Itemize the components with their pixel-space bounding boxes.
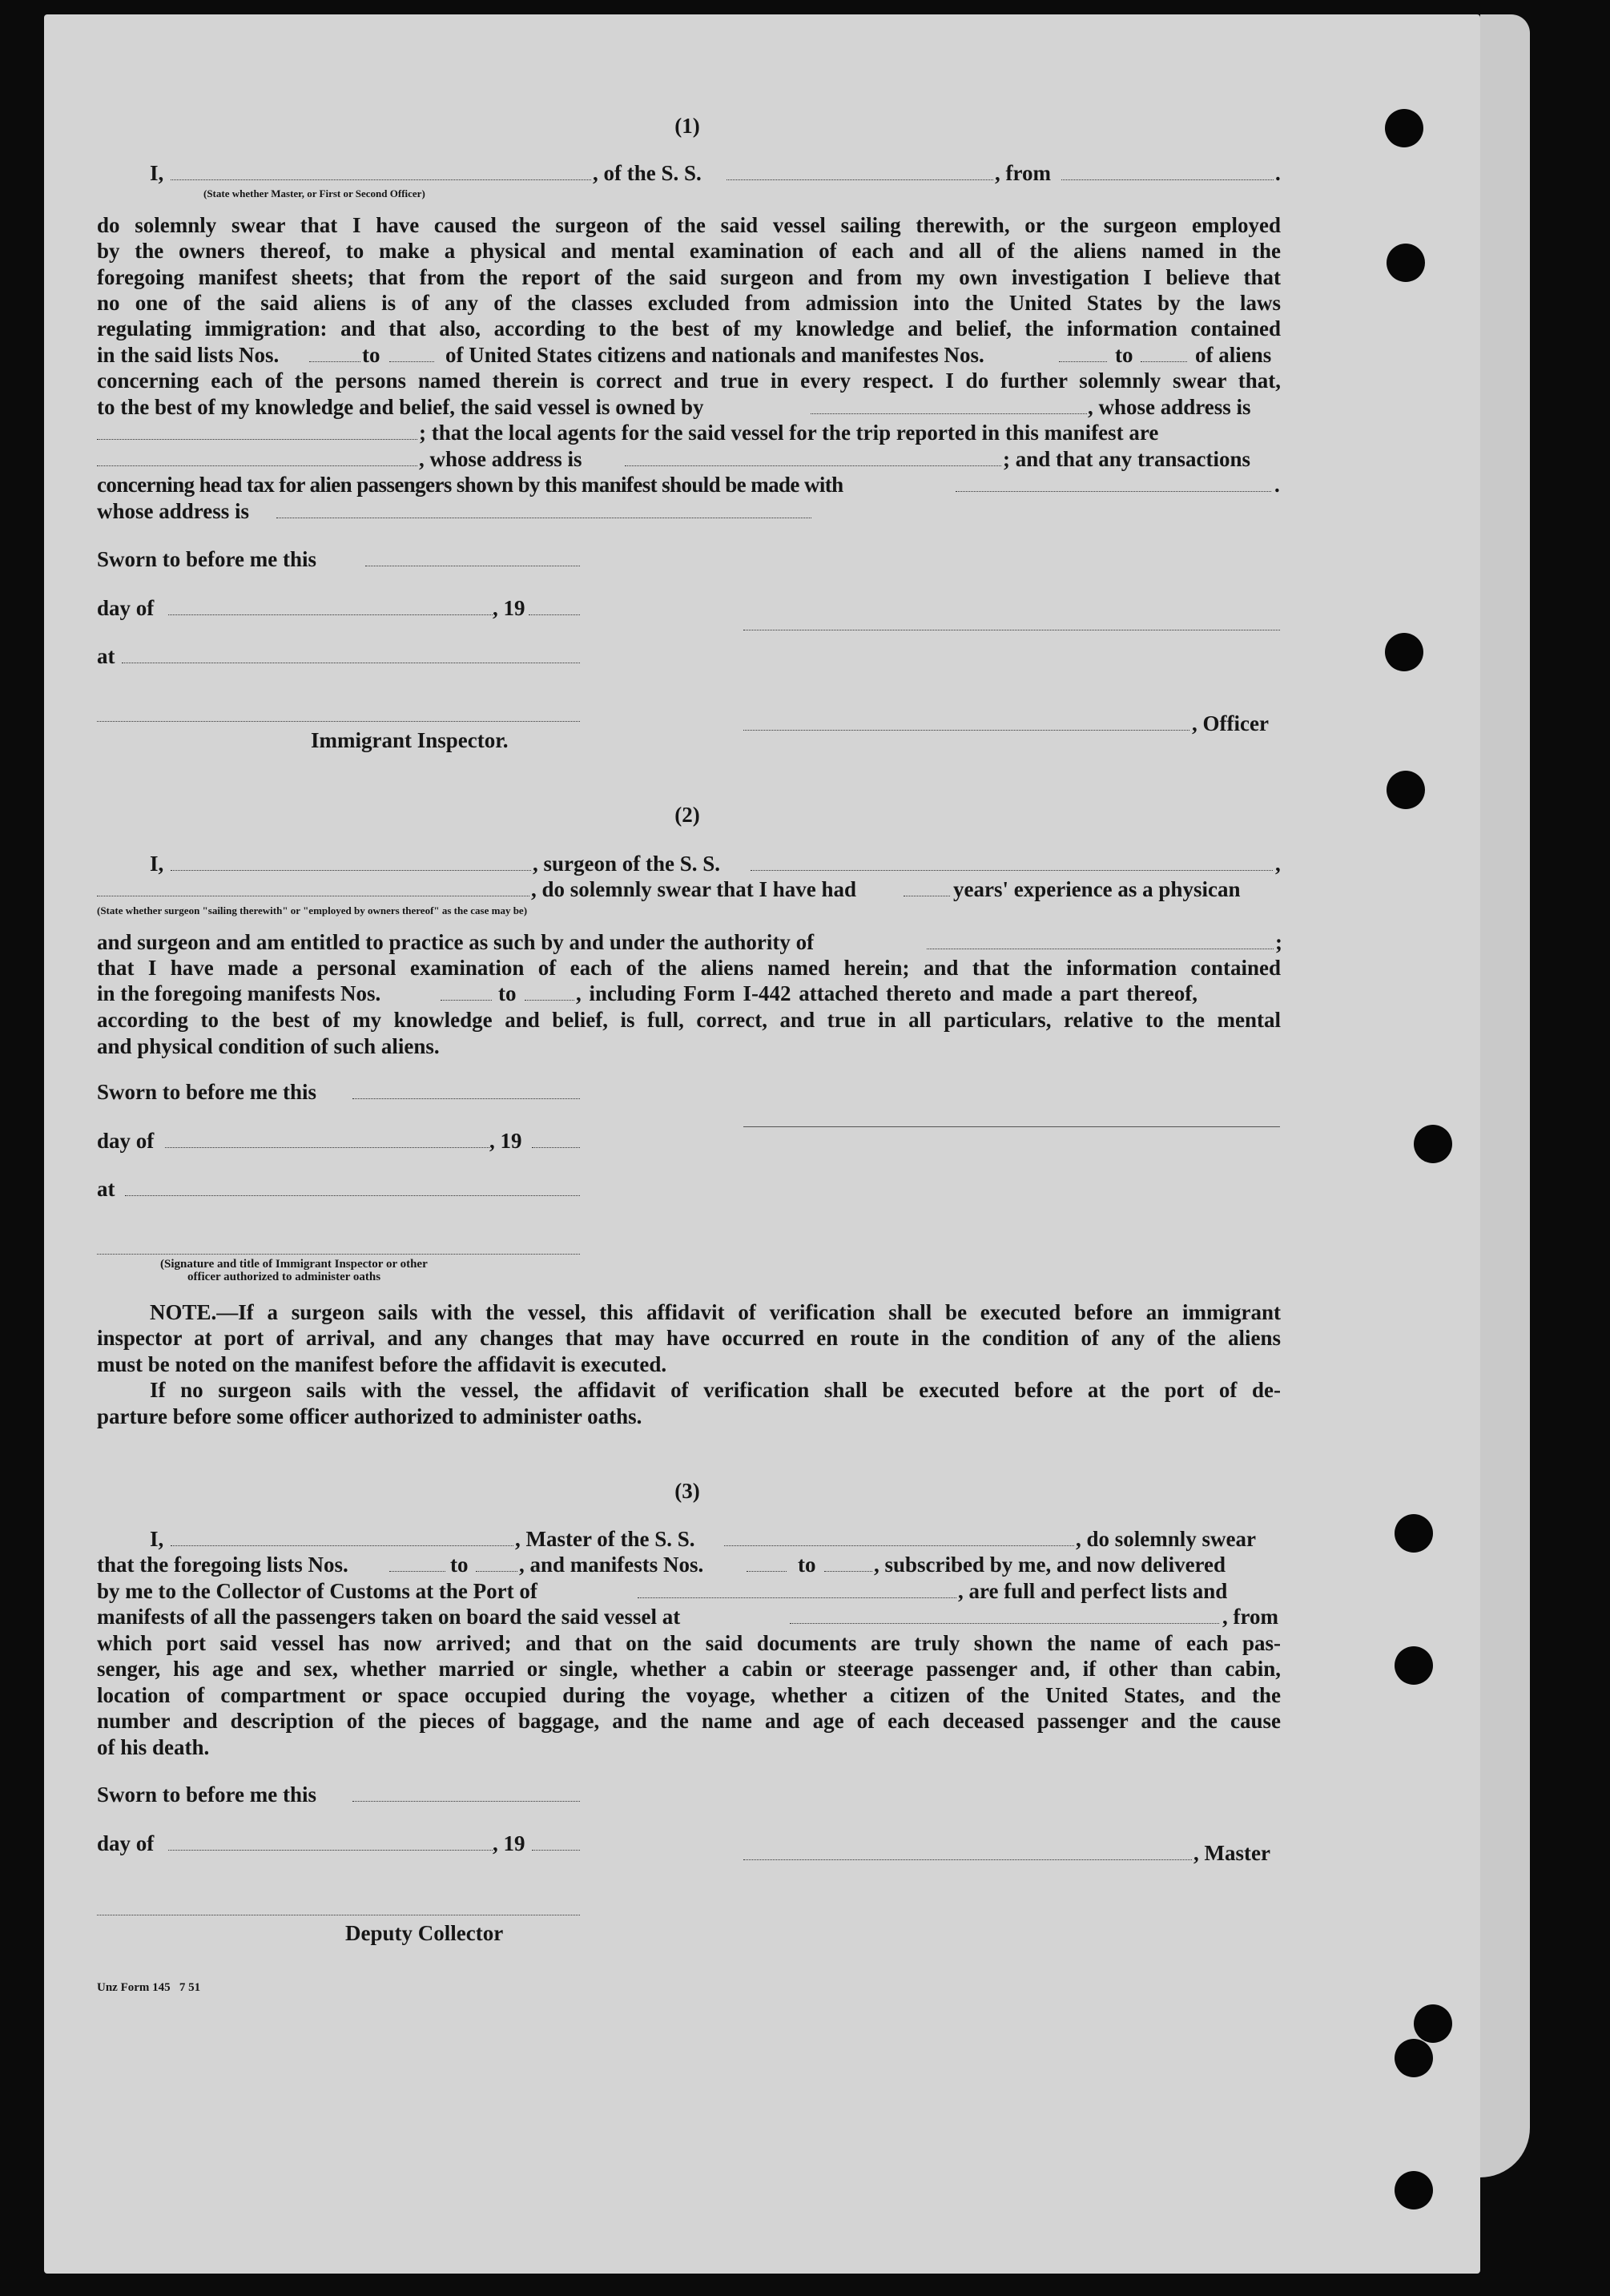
text: , surgeon of the S. S. [533,852,721,876]
master-name-field[interactable] [171,1545,513,1546]
text: that the foregoing lists Nos. [97,1553,348,1577]
surgeon-name-field[interactable] [171,870,531,871]
text: ; [1275,930,1282,954]
text: , of the S. S. [593,161,702,185]
inspector-label: Immigrant Inspector. [311,728,509,752]
text: whose address is [97,499,250,523]
lists-to-field[interactable] [389,361,434,362]
master-manifests-from-field[interactable] [747,1571,787,1572]
text: concerning head tax for alien passengers shown by this manifest should be made with [97,473,843,497]
text: of United States citizens and nationals and manifestes Nos. [445,343,984,367]
text: , Master of the S. S. [515,1527,695,1551]
surgeon-signature-line[interactable] [743,1126,1280,1127]
day-of-label: day of [97,596,155,620]
note-line: must be noted on the manifest before the affidavit is executed. [97,1352,667,1376]
body-line: that I have made a personal examination of each of the aliens named herein; and that the information contained [97,956,1281,980]
officer-name-field[interactable] [171,179,591,180]
year-label: , 19 [493,1831,525,1855]
text: ; that the local agents for the said vessel for the trip reported in this manifest are [419,421,1159,445]
text: , do solemnly swear that I have had [531,877,857,901]
officer-signature-line[interactable] [743,730,1189,731]
text: , subscribed by me, and now delivered [874,1553,1226,1577]
vessel-name-field[interactable] [727,179,993,180]
master-manifests-to-field[interactable] [824,1571,872,1572]
text: , and manifests Nos. [519,1553,704,1577]
master-label: , Master [1193,1841,1270,1865]
body-line: do solemnly swear that I have caused the surgeon of the said vessel sailing therewith, or the surgeon employed [97,213,1281,237]
sworn-day-field-2[interactable] [352,1098,580,1099]
text: years' experience as a physican [953,877,1241,901]
sworn-day-field-3[interactable] [352,1801,580,1802]
section-number-1: (1) [674,114,700,138]
body-line: by the owners thereof, to make a physical and mental examination of each and all of the aliens named in the [97,239,1281,263]
text: I, [150,852,164,876]
text: , from [1222,1605,1278,1629]
owner-address-field[interactable] [97,439,417,440]
text: to [1115,343,1133,367]
text: , from [995,161,1051,185]
body-line: regulating immigration: and that also, according to the best of my knowledge and belief, the information contained [97,316,1281,340]
agents-address-field[interactable] [625,465,1001,466]
master-signature-line[interactable] [743,1859,1192,1860]
body-line: according to the best of my knowledge and belief, is full, correct, and true in all particulars, relative to the mental [97,1008,1281,1032]
text: . [1275,161,1281,185]
body-line: and physical condition of such aliens. [97,1034,440,1058]
sworn-label: Sworn to before me this [97,547,316,571]
text: to [498,981,517,1005]
place-field-2[interactable] [125,1195,580,1196]
text: I, [150,161,164,185]
sworn-label: Sworn to before me this [97,1080,316,1104]
port-field[interactable] [638,1597,956,1598]
month-field[interactable] [168,614,493,615]
text: , whose address is [419,447,582,471]
note-line: NOTE.—If a surgeon sails with the vessel, this affidavit of verification shall be executed before an immigrant [150,1300,1281,1324]
deputy-label: Deputy Collector [345,1921,504,1945]
text: , including Form I-442 attached thereto and made a part thereof, [576,981,1197,1005]
text: , are full and perfect lists and [958,1579,1228,1603]
lists-from-field[interactable] [309,361,360,362]
day-of-label: day of [97,1831,155,1855]
note-line: inspector at port of arrival, and any changes that may have occurred en route in the condition of any of the aliens [97,1326,1281,1350]
month-field-2[interactable] [165,1147,489,1148]
text: ; and that any transactions [1003,447,1251,471]
boarding-port-field[interactable] [790,1623,1219,1624]
text: manifests of all the passengers taken on board the said vessel at [97,1605,681,1629]
body-line: of his death. [97,1735,210,1759]
year-label: , 19 [493,596,525,620]
text: and surgeon and am entitled to practice as such by and under the authority of [97,930,815,954]
text: , [1275,852,1281,876]
year-field[interactable] [529,614,580,615]
master-lists-to-field[interactable] [476,1571,517,1572]
body-line: concerning each of the persons named therein is correct and true in every respect. I do further solemnly swear that, [97,369,1281,393]
officer-hint: (State whether Master, or First or Second Officer) [203,187,425,199]
body-line: location of compartment or space occupied during the voyage, whether a citizen of the United States, and the [97,1683,1281,1707]
head-tax-field[interactable] [956,491,1271,492]
note-line: parture before some officer authorized to administer oaths. [97,1404,642,1428]
year-label: , 19 [489,1129,522,1153]
body-line: which port said vessel has now arrived; and that on the said documents are truly shown the name of each pas- [97,1631,1281,1655]
vessel-name-field-3[interactable] [724,1545,1074,1546]
master-lists-from-field[interactable] [389,1571,445,1572]
text: , do solemnly swear [1076,1527,1256,1551]
inspector-signature-line[interactable] [97,721,580,722]
surgeon-manifests-to-field[interactable] [525,1000,574,1001]
signature-hint-2: officer authorized to administer oaths [187,1271,381,1283]
form-number: Unz Form 145 7 51 [97,1981,201,1994]
body-line: foregoing manifest sheets; that from the report of the said surgeon and from my own investigation I believe that [97,265,1281,289]
owner-field[interactable] [811,413,1087,414]
at-label: at [97,644,115,668]
signature-hint-1: (Signature and title of Immigrant Inspector or other [160,1258,428,1271]
local-agents-field[interactable] [97,465,417,466]
day-of-label: day of [97,1129,155,1153]
section-number-3: (3) [674,1479,700,1503]
text: to [798,1553,816,1577]
body-line: number and description of the pieces of baggage, and the name and age of each deceased passenger and the cause [97,1709,1281,1733]
text: by me to the Collector of Customs at the Port of [97,1579,537,1603]
year-field-2[interactable] [532,1147,580,1148]
month-field-3[interactable] [168,1850,493,1851]
sworn-label: Sworn to before me this [97,1782,316,1807]
text: . [1274,473,1280,497]
note-line: If no surgeon sails with the vessel, the affidavit of verification shall be executed before at the port of de- [150,1378,1281,1402]
officer-label: , Officer [1192,711,1269,735]
departure-port-field[interactable] [1061,179,1274,180]
surgeon-hint: (State whether surgeon "sailing therewith" or "employed by owners thereof" as the case may be) [97,904,528,916]
vessel-name-field-2[interactable] [751,870,1273,871]
text: I, [150,1527,164,1551]
body-line: no one of the said aliens is of any of the classes excluded from admission into the United States by the laws [97,291,1281,315]
surgeon-manifests-from-field[interactable] [441,1000,492,1001]
at-label: at [97,1177,115,1201]
text: , whose address is [1088,395,1251,419]
text: of aliens [1195,343,1272,367]
text: in the said lists Nos. [97,343,280,367]
text: in the foregoing manifests Nos. [97,981,381,1005]
body-line: senger, his age and sex, whether married or single, whether a cabin or steerage passenger and, if other than cabin, [97,1657,1281,1681]
section-number-2: (2) [674,803,700,827]
manifests-to-field[interactable] [1141,361,1187,362]
text: to [450,1553,469,1577]
manifests-from-field[interactable] [1059,361,1107,362]
official-signature-line[interactable] [97,1254,580,1255]
text: to [362,343,380,367]
year-field-3[interactable] [532,1850,580,1851]
text: to the best of my knowledge and belief, the said vessel is owned by [97,395,704,419]
